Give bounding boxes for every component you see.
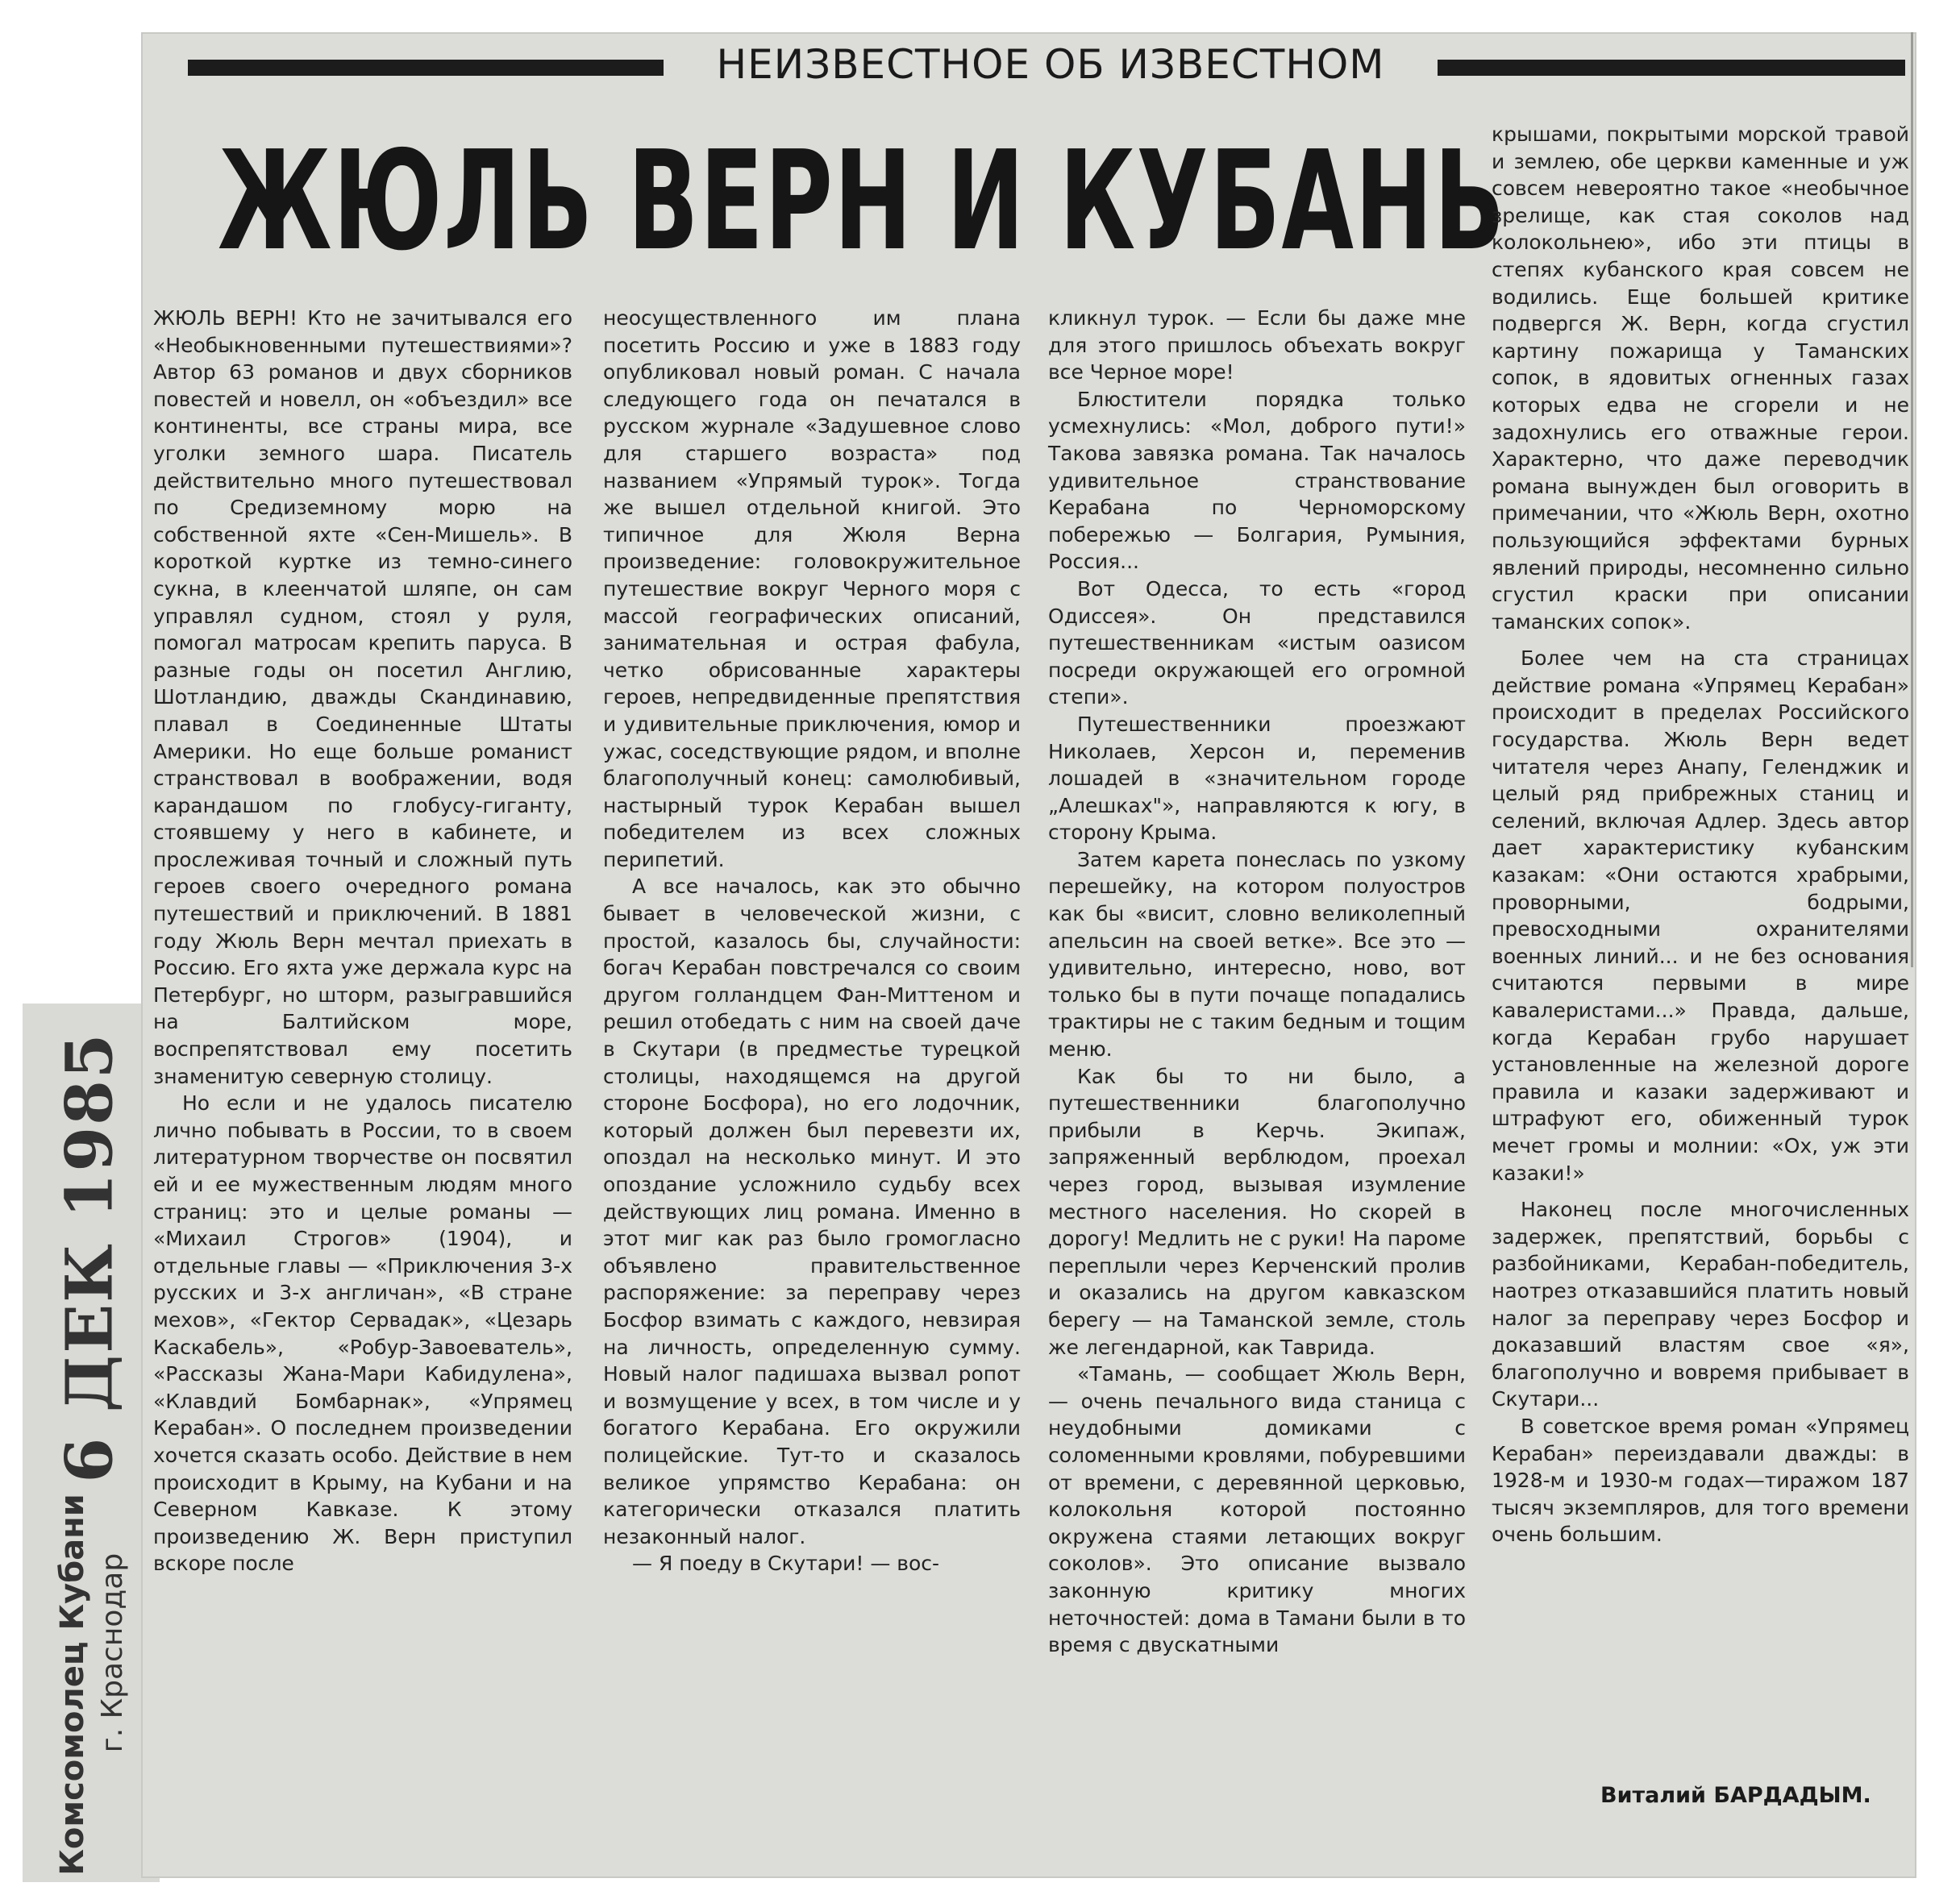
article-column-2 xyxy=(603,305,1021,1577)
paragraph: Затем карета понеслась по узкому перешейку, на котором полуостров как бы «висит, словно великолепный апельсин на своей ветке». Все это — удивительно, интересно, ново, вот только бы в пути почаще попадались трактиры не с таким бедным и тощим меню. xyxy=(1048,847,1466,1062)
newspaper-name-text: Комсомолец Кубани xyxy=(54,1494,91,1876)
city-stamp-text: г. Краснодар xyxy=(96,1552,130,1752)
date-stamp-text: 6 ДЕК 1985 xyxy=(51,1032,127,1483)
rubric-title: НЕИЗВЕСТНОЕ ОБ ИЗВЕСТНОМ xyxy=(716,41,1385,88)
author-signature: Виталий БАРДАДЫМ. xyxy=(1600,1783,1871,1808)
article-column-4 xyxy=(1492,121,1909,1548)
paragraph: неосуществленного им плана посетить Россию и уже в 1883 году опубликовал новый роман. С начала следующего года он печатался в русском журнале «Задушевное слово для старшего возраста» под названием «Упрямый турок». Тогда же вышел отдельной книгой. Это типичное для Жюля Верна произведение: головокружительное путешествие вокруг Черного моря с массой географических описаний, занимательная и острая фабула, четко обрисованные характеры героев, непредвиденные препятствия и удивительные приключения, юмор и ужас, соседствующие рядом, и вполне благополучный конец: самолюбивый, настырный турок Керабан вышел победителем из всех сложных перипетий. xyxy=(603,306,1021,871)
paragraph: В советское время роман «Упрямец Керабан» переиздавали дважды: в 1928-м и 1930-м годах—тиражом 187 тысяч экземпляров, для того времени очень большим. xyxy=(1492,1414,1909,1547)
date-stamp xyxy=(24,1032,153,1483)
paragraph: Вот Одесса, то есть «город Одиссея». Он представился путешественникам «истым оазисом посреди окружающей его огромной степи». xyxy=(1048,576,1466,709)
paragraph: Путешественники проезжают Николаев, Херсон и, переменив лошадей в «значительном городе „Алешках"», направляются к югу, в сторону Крыма. xyxy=(1048,712,1466,845)
city-stamp xyxy=(81,1499,145,1806)
paragraph: крышами, покрытыми морской травой и землею, обе церкви каменные и уж совсем невероятно такое «необычное зрелище, как стая соколов над колокольнею», ибо эти птицы в степях кубанского края совсем не водились. Еще большей критике подвергся Ж. Верн, когда сгустил картину пожарища у Таманских сопок, в ядовитых огненных газах которых едва не сгорели и не задохнулись его отважные герои. Характерно, что даже переводчик романа вынужден был оговорить в примечании, что «Жюль Верн, охотно пользующийся эффектами бурных явлений природы, несомненно сильно сгустил краски при описании таманских сопок». xyxy=(1492,123,1909,634)
paragraph: Но если и не удалось писателю лично побывать в России, то в своем литературном творчестве он посвятил ей и ее мужественным людям много страниц: это и целые романы — «Михаил Строгов» (1904), и отдельные главы — «Приключения 3-х русских и 3-х англичан», «В стране мехов», «Гектор Сервадак», «Цезарь Каскабель», «Робур-Завоеватель», «Рассказы Жана-Мари Кабидулена», «Клавдий Бомбарнак», «Упрямец Керабан». О последнем произведении хочется сказать особо. Действие в нем происходит в Крыму, на Кубани и на Северном Кавказе. К этому произведению Ж. Верн приступил вскоре после xyxy=(153,1091,572,1576)
rubric-banner xyxy=(188,40,1905,89)
article-column-3 xyxy=(1048,305,1466,1659)
paragraph: А все началось, как это обычно бывает в человеческой жизни, с простой, казалось бы, случайности: богач Керабан повстречался со своим другом голландцем Фан-Миттеном и решил отобедать с ним на своей даче в Скутари (в предместье турецкой столицы, находящемся на другой стороне Босфора), но его лодочник, который должен был перевезти их, опоздал на несколько минут. И это опоздание усложнило судьбу всех действующих лиц романа. Именно в этот миг как раз было громогласно объявлено правительственное распоряжение: за переправу через Босфор взимать с каждого, невзирая на личность, определенную сумму. Новый налог падишаха вызвал ропот и возмущение у всех, в том числе и у богатого Керабана. Его окружили полицейские. Тут-то и сказалось великое упрямство Керабана: он категорически отказался платить незаконный налог. xyxy=(603,875,1021,1548)
paragraph: «Тамань, — сообщает Жюль Верн, — очень печального вида станица с неудобными домиками с соломенными кровлями, побуревшими от времени, с деревянной церковью, колокольня которой постоянно окружена стаями летающих вокруг соколов». Это описание вызвало законную критику многих неточностей: дома в Тамани были в то время с двускатными xyxy=(1048,1362,1466,1657)
paragraph: Блюстители порядка только усмехнулись: «Мол, доброго пути!» Такова завязка романа. Так началось удивительное странствование Керабана по Черноморскому побережью — Болгария, Румыния, Россия... xyxy=(1048,387,1466,574)
rubric-bar-left xyxy=(188,60,664,76)
paragraph: ЖЮЛЬ ВЕРН! Кто не зачитывался его «Необыкновенными путешествиями»? Автор 63 романов и двух сборников повестей и новелл, он «объездил» все континенты, все страны мира, все уголки земного шара. Писатель действительно много путешествовал по Средиземному морю на собственной яхте «Сен-Мишель». В короткой куртке из темно-синего сукна, в клеенчатой шляпе, он сам управлял судном, стоял у руля, помогал матросам крепить паруса. В разные годы он посетил Англию, Шотландию, дважды Скандинавию, плавал в Соединенные Штаты Америки. Но еще больше романист странствовал в воображении, водя карандашом по глобусу-гиганту, стоявшему у него в кабинете, и прослеживая точный и сложный путь героев своего очередного романа путешествий и приключений. В 1881 году Жюль Верн мечтал приехать в Россию. Его яхта уже держала курс на Петербург, но шторм, разыгравшийся на Балтийском море, воспрепятствовал ему посетить знаменитую северную столицу. xyxy=(153,306,572,1088)
rubric-bar-right xyxy=(1438,60,1905,76)
paragraph: — Я поеду в Скутари! — вос- xyxy=(632,1552,940,1576)
paragraph: Как бы то ни было, а путешественники благополучно прибыли в Керчь. Экипаж, запряженный верблюдом, проехал через город, вызывая изумление местного населения. Но скорей в дорогу! Медлить не с руки! На пароме переплыли через Керченский пролив и оказались на другом кавказском берегу — на Таманской земле, столь же легендарной, как Таврида. xyxy=(1048,1064,1466,1359)
article-column-1 xyxy=(153,305,572,1577)
headline: ЖЮЛЬ ВЕРН И КУБАНЬ xyxy=(218,122,1506,281)
paragraph: Наконец после многочисленных задержек, препятствий, борьбы с разбойниками, Керабан-победитель, наотрез отказавшийся платить новый налог за переправу через Босфор и доказавший властям свое «я», благополучно и вовремя прибывает в Скутари... xyxy=(1492,1198,1909,1411)
paragraph: кликнул турок. — Если бы даже мне для этого пришлось объехать вокруг все Черное море! xyxy=(1048,306,1466,384)
paragraph: Более чем на ста страницах действие романа «Упрямец Керабан» происходит в пределах Российского государства. Жюль Верн ведет читателя через Анапу, Геленджик и целый ряд прибрежных станиц и селений, включая Адлер. Здесь автор дает характеристику кубанским казакам: «Они остаются храбрыми, проворными, бодрыми, превосходными охранителями военных линий... и не без основания считаются первыми в мире кавалеристами...» Правда, дальше, когда Керабан грубо нарушает установленные на железной дороге правила и казаки задерживают и штрафуют его, обиженный турок мечет громы и молнии: «Ох, уж эти казаки!» xyxy=(1492,646,1909,1185)
fold-line xyxy=(1911,32,1913,967)
